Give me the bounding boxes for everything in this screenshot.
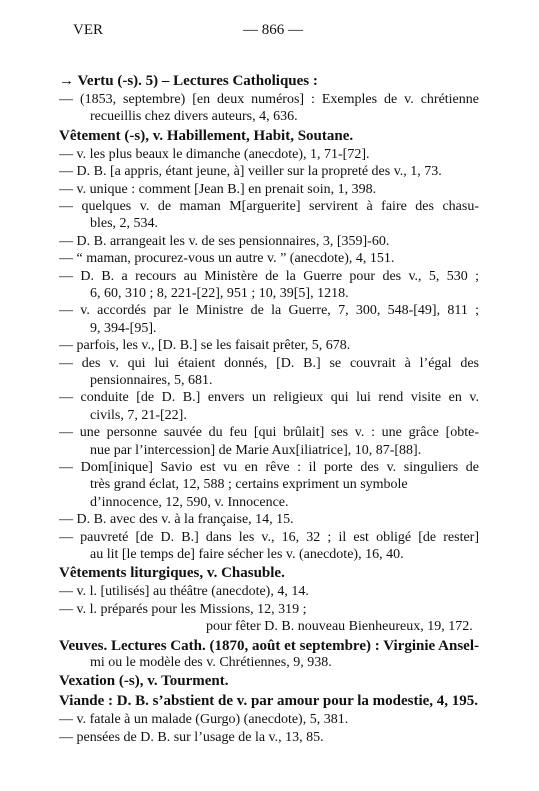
- index-line: — v. l. préparés pour les Missions, 12, 319 ;: [59, 601, 307, 617]
- index-line: — D. B. arrangeait les v. de ses pensionnaires, 3, [359]-60.: [59, 233, 390, 249]
- index-line: au lit [le temps de] faire sécher les v. (anecdote), 16, 40.: [90, 547, 404, 563]
- index-line: pour fêter D. B. nouveau Bienheureux, 19, 172.: [206, 619, 473, 635]
- index-line: — v. l. [utilisés] au théâtre (anecdote), 4, 14.: [59, 584, 309, 600]
- index-headword-line: Veuves. Lectures Cath. (1870, août et septembre) : Virginie Ansel-: [59, 637, 479, 654]
- index-line: — v. accordés par le Ministre de la Guerre, 7, 300, 548-[49], 811 ;: [59, 303, 479, 319]
- header-section-label: VER: [73, 22, 103, 38]
- index-line: — D. B. a recours au Ministère de la Guerre pour des v., 5, 530 ;: [59, 268, 479, 284]
- index-headword-line: Vexation (-s), v. Tourment.: [59, 673, 229, 690]
- index-headword-line: Vêtement (-s), v. Habillement, Habit, Soutane.: [59, 127, 354, 144]
- index-line: — des v. qui lui étaient donnés, [D. B.] se couvrait à l’égal des: [59, 355, 479, 371]
- index-line: — parfois, les v., [D. B.] se les faisait prêter, 5, 678.: [59, 338, 351, 354]
- index-line: — D. B. [a appris, étant jeune, à] veiller sur la propreté des v., 1, 73.: [59, 164, 442, 180]
- index-line: — quelques v. de maman M[arguerite] servirent à faire des chasu-: [59, 199, 479, 215]
- index-line: — conduite [de D. B.] envers un religieux qui lui rend visite en v.: [59, 390, 479, 406]
- index-line: d’innocence, 12, 590, v. Innocence.: [90, 494, 289, 510]
- index-headword-line: Vêtements liturgiques, v. Chasuble.: [59, 565, 285, 582]
- index-line: mi ou le modèle des v. Chrétiennes, 9, 938.: [90, 655, 332, 671]
- index-line: — pauvreté [de D. B.] dans les v., 16, 32 ; il est obligé [de rester]: [59, 529, 479, 545]
- index-line: — Dom[inique] Savio est vu en rêve : il porte des v. singuliers de: [59, 460, 479, 476]
- index-line: pensionnaires, 5, 681.: [90, 373, 213, 389]
- index-line: civils, 7, 21-[22].: [90, 407, 187, 423]
- index-line: 6, 60, 310 ; 8, 221-[22], 951 ; 10, 39[5], 1218.: [90, 286, 349, 302]
- index-line: 9, 394-[95].: [90, 320, 157, 336]
- index-line: — v. fatale à un malade (Gurgo) (anecdote), 5, 381.: [59, 712, 349, 728]
- index-line: très grand éclat, 12, 588 ; certains expriment un symbole: [90, 477, 408, 493]
- running-header: [73, 22, 473, 42]
- index-line: — v. unique : comment [Jean B.] en prenait soin, 1, 398.: [59, 181, 377, 197]
- index-line: — (1853, septembre) [en deux numéros] : Exemples de v. chrétienne: [59, 92, 479, 107]
- index-line: — une personne sauvée du feu [qui brûlait] ses v. : une grâce [obte-: [59, 425, 479, 441]
- index-line: recueillis chez divers auteurs, 4, 636.: [90, 109, 298, 125]
- index-headword-line: → Vertu (-s). 5) – Lectures Catholiques :: [59, 73, 318, 89]
- index-line: — v. les plus beaux le dimanche (anecdote), 1, 71-[72].: [59, 146, 370, 162]
- index-entries: [59, 71, 479, 746]
- page-number: — 866 —: [243, 22, 303, 38]
- index-line: nue par l’intercession] de Marie Aux[iliatrice], 10, 87-[88].: [90, 442, 422, 458]
- index-line: bles, 2, 534.: [90, 216, 159, 232]
- index-headword-line: Viande : D. B. s’abstient de v. par amour pour la modestie, 4, 195.: [59, 693, 479, 710]
- index-line: — pensées de D. B. sur l’usage de la v., 13, 85.: [59, 729, 324, 745]
- index-line: — D. B. avec des v. à la française, 14, 15.: [59, 512, 294, 528]
- index-line: — “ maman, procurez-vous un autre v. ” (anecdote), 4, 151.: [59, 251, 395, 267]
